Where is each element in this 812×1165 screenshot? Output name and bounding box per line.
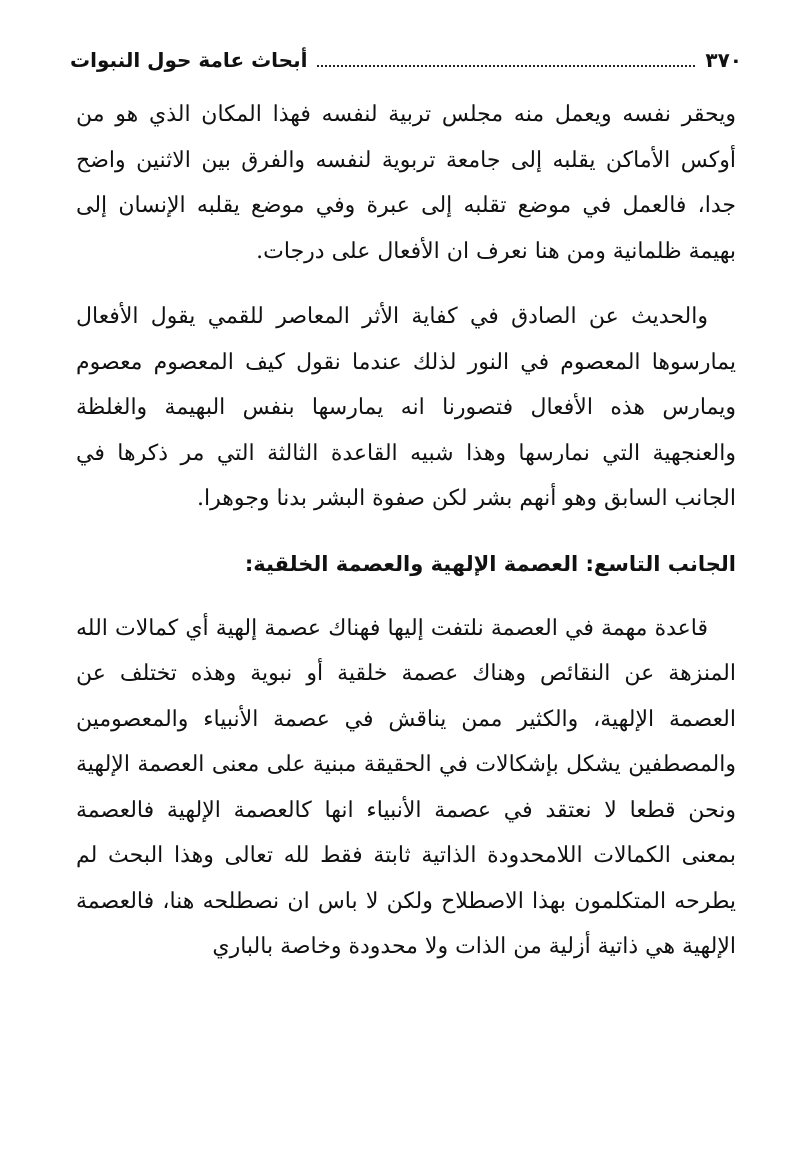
paragraph-continued: ويحقر نفسه ويعمل منه مجلس تربية لنفسه فهذا المكان الذي هو من أوكس الأماكن يقلبه إلى جامعة تربوية لنفسه والفرق بين الاثنين واضح جدا، فالعمل في موضع تقلبه إلى عبرة وفي موضع يقلبه الإنسان إلى بهيمة ظلمانية ومن هنا نعرف ان الأفعال على درجات. [76,102,736,264]
paragraph-spacer [76,522,736,542]
running-title: أبحاث عامة حول النبوات [70,48,308,72]
dotted-leader [317,65,695,67]
page-number: ٣٧٠ [705,48,742,72]
running-header [70,40,742,80]
paragraph-spacer [76,274,736,294]
page-body [76,92,736,970]
section-heading: الجانب التاسع: العصمة الإلهية والعصمة الخلقية: [244,551,736,576]
paragraph-spacer [76,586,736,606]
paragraph: قاعدة مهمة في العصمة نلتفت إليها فهناك عصمة إلهية أي كمالات الله المنزهة عن النقائص وهناك عصمة خلقية أو نبوية وهذه تختلف عن العصمة الإلهية، والكثير ممن يناقش في عصمة الأنبياء والمعصومين والمصطفين يشكل بإشكالات في الحقيقة مبنية على معنى العصمة الإلهية ونحن قطعا لا نعتقد في عصمة الأنبياء انها كالعصمة الإلهية فالعصمة بمعنى الكمالات اللامحدودة الذاتية ثابتة فقط لله تعالى وهذا البحث لم يطرحه المتكلمون بهذا الاصطلاح ولكن لا باس ان نصطلحه هنا، فالعصمة الإلهية هي ذاتية أزلية من الذات ولا محدودة وخاصة بالباري [76,615,736,959]
paragraph: والحديث عن الصادق في كفاية الأثر المعاصر للقمي يقول الأفعال يمارسوها المعصوم في النور لذلك عندما نقول كيف المعصوم معصوم ويمارس هذه الأفعال فتصورنا انه يمارسها بنفس البهيمة والغلظة والعنجهية التي نمارسها وهذا شبيه القاعدة الثالثة التي مر ذكرها في الجانب السابق وهو أنهم بشر لكن صفوة البشر بدنا وجوهرا. [76,304,736,511]
